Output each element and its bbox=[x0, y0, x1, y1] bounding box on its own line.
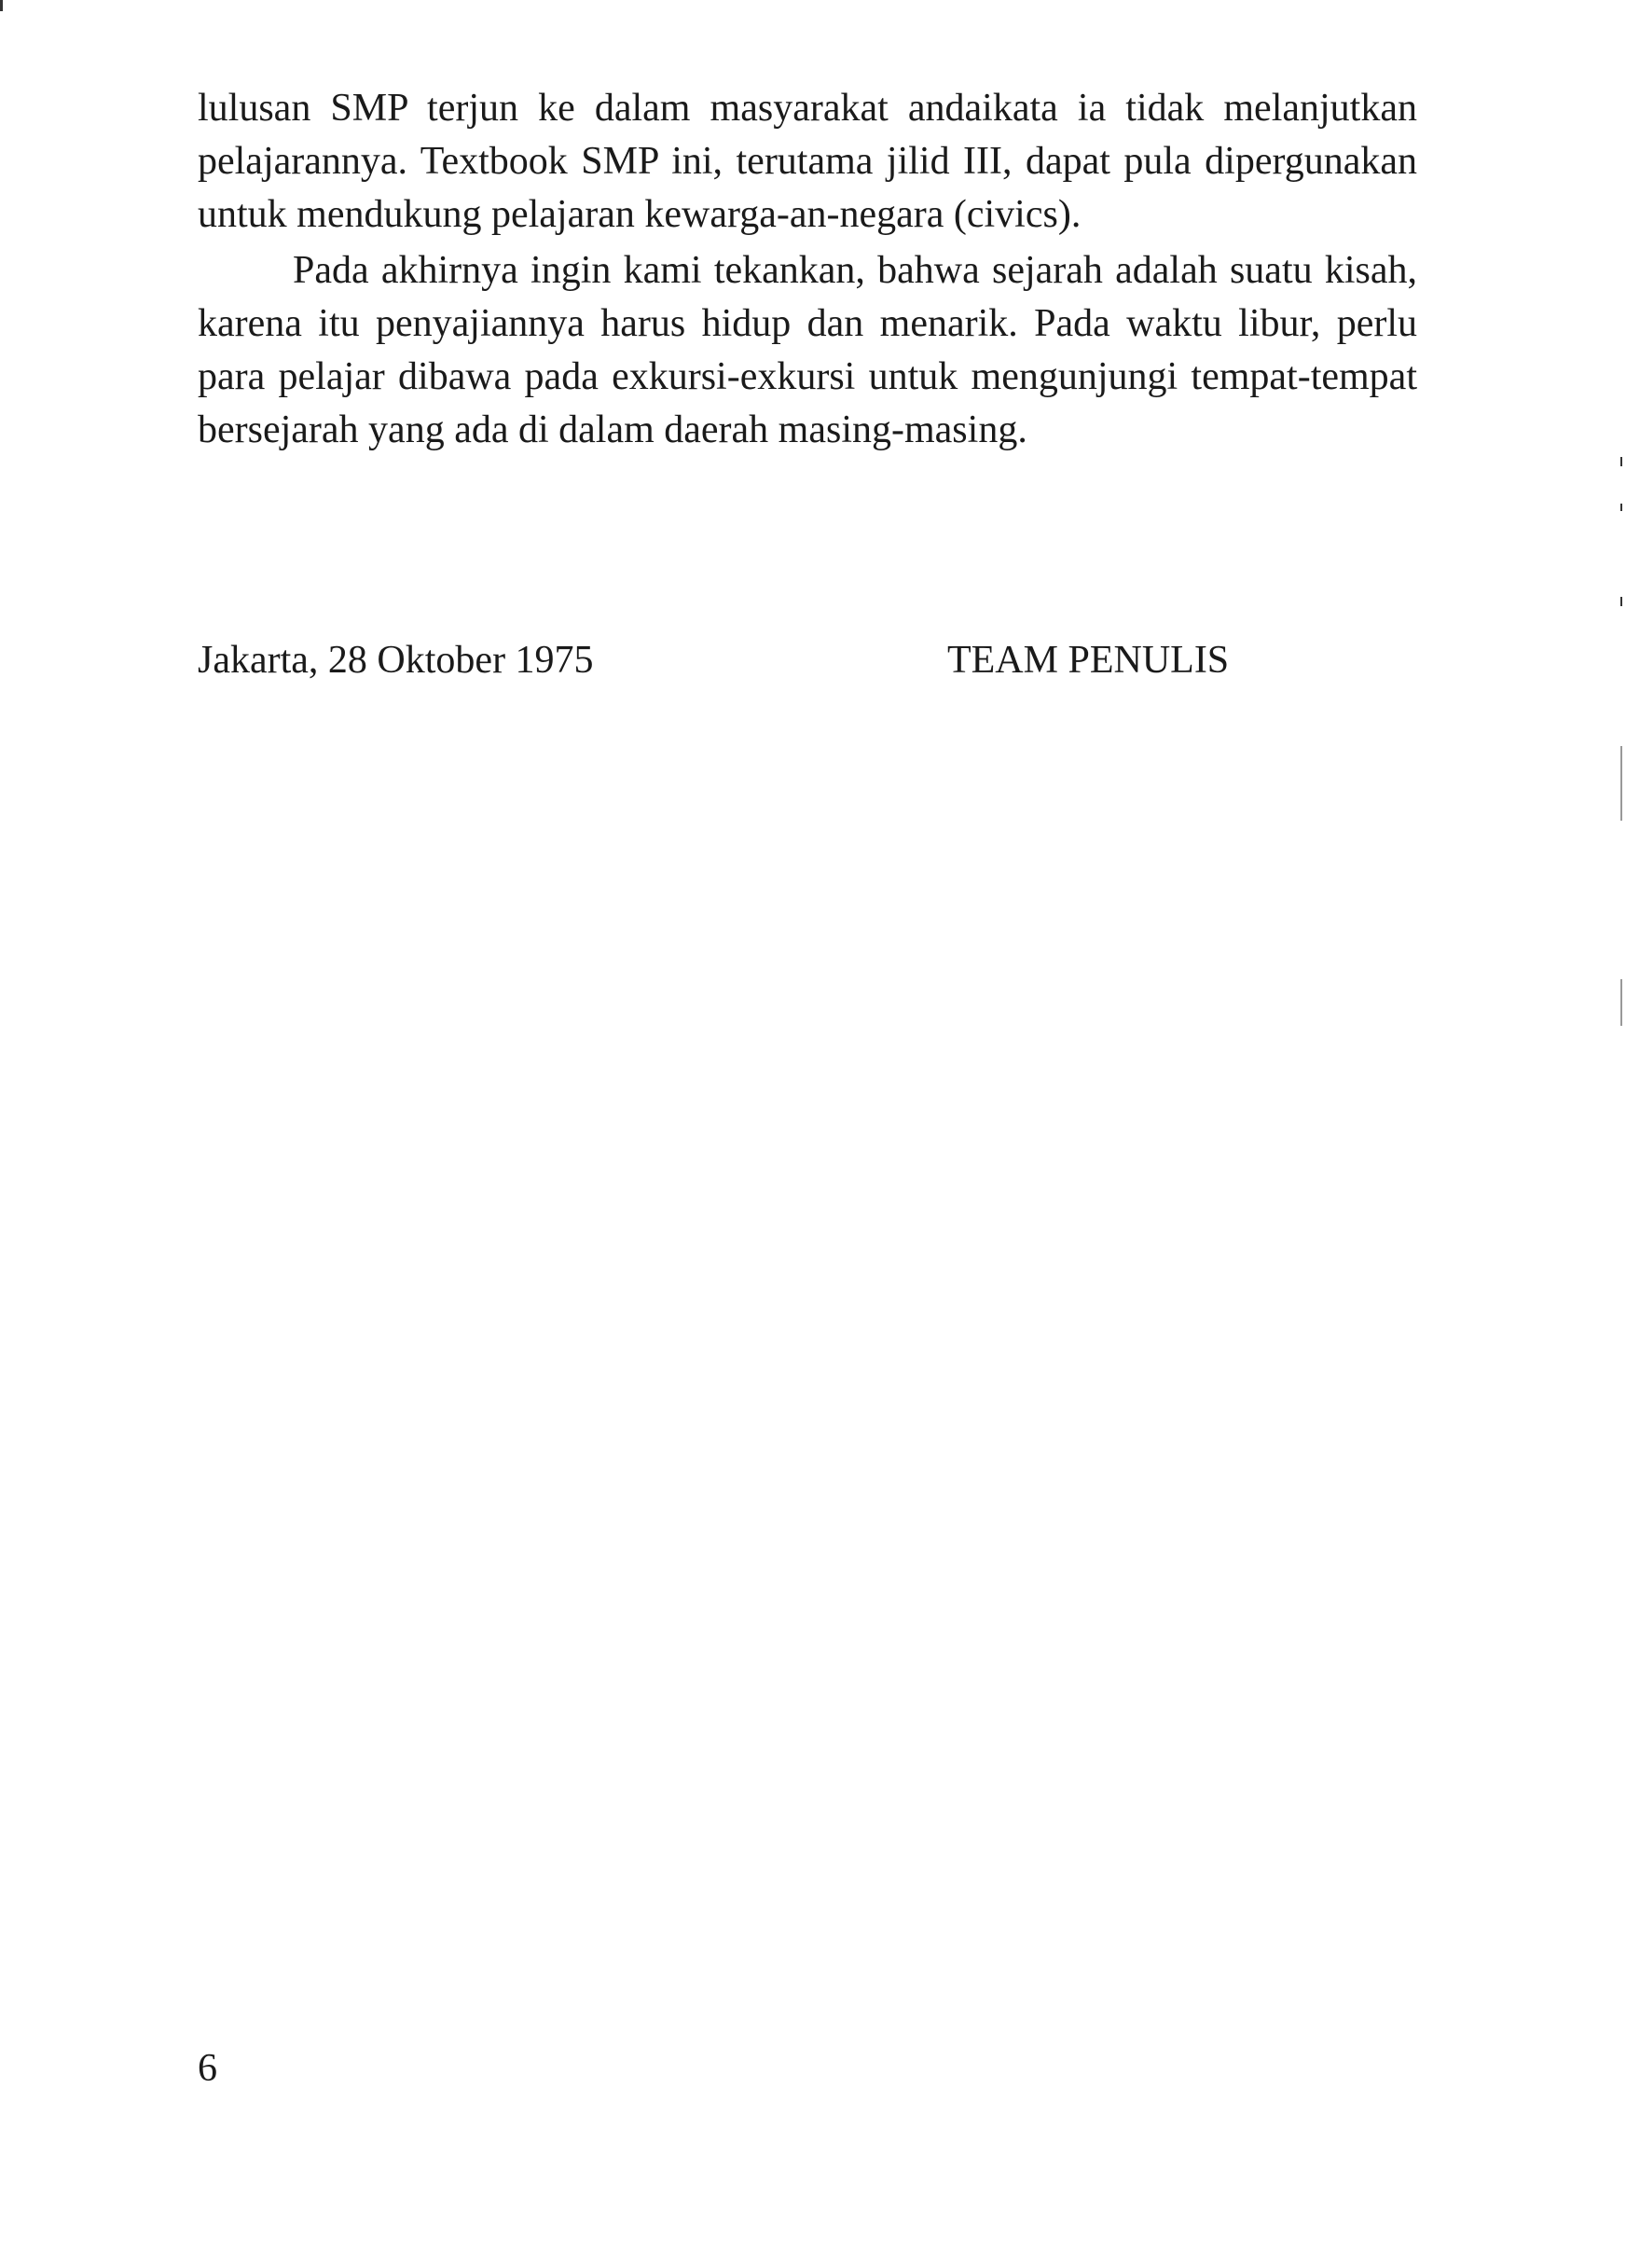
scan-artifact bbox=[1620, 457, 1622, 466]
scan-artifact bbox=[1620, 504, 1622, 511]
signature-place-date: Jakarta, 28 Oktober 1975 bbox=[198, 639, 594, 682]
scan-artifact bbox=[1620, 746, 1622, 821]
paragraph-closing: Pada akhirnya ingin kami tekankan, bahwa sejarah adalah suatu kisah, karena itu penyajiannya harus hidup dan menarik. Pada waktu libur, perlu para pelajar dibawa pada exkursi-exkursi untuk mengunjungi tempat-tempat bersejarah yang ada di dalam daerah masing-masing. bbox=[198, 249, 1417, 451]
scan-artifact bbox=[1620, 597, 1622, 606]
body-text bbox=[198, 82, 1417, 457]
scan-artifact bbox=[1620, 979, 1622, 1026]
page-number: 6 bbox=[198, 2047, 217, 2090]
scan-artifact bbox=[0, 0, 3, 11]
paragraph-continuation: lulusan SMP terjun ke dalam masyarakat andaikata ia tidak melanjutkan pelajarannya. Textbook SMP ini, terutama jilid III, dapat pula dipergunakan untuk mendukung pelajaran kewarga-an-negara (civics). bbox=[198, 87, 1417, 236]
signature-author: TEAM PENULIS bbox=[947, 639, 1230, 682]
